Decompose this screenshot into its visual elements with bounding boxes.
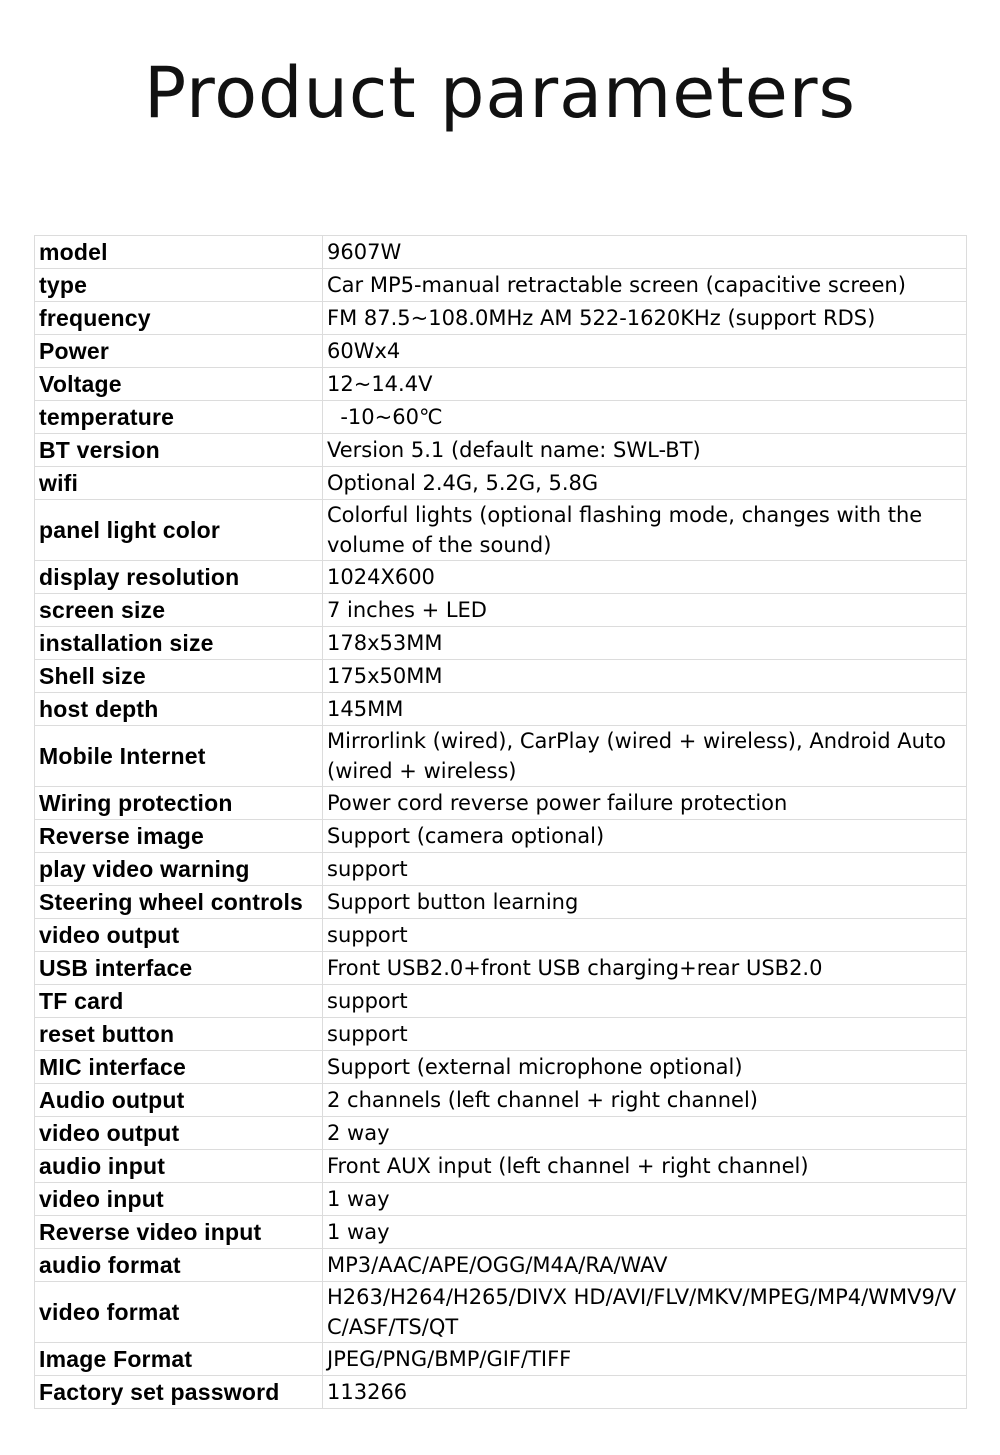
spec-label: screen size (35, 594, 323, 627)
spec-value: Car MP5-manual retractable screen (capacitive screen) (323, 269, 967, 302)
spec-value: Support button learning (323, 886, 967, 919)
table-row (35, 853, 967, 886)
spec-label: panel light color (35, 500, 323, 561)
spec-value: 2 channels (left channel + right channel) (323, 1084, 967, 1117)
spec-value: FM 87.5~108.0MHz AM 522-1620KHz (support RDS) (323, 302, 967, 335)
spec-label: TF card (35, 985, 323, 1018)
spec-label: Mobile Internet (35, 726, 323, 787)
spec-label: Factory set password (35, 1376, 323, 1409)
spec-value: 178x53MM (323, 627, 967, 660)
spec-value: support (323, 985, 967, 1018)
spec-value: Optional 2.4G, 5.2G, 5.8G (323, 467, 967, 500)
table-row (35, 919, 967, 952)
table-row (35, 368, 967, 401)
spec-value: Support (camera optional) (323, 820, 967, 853)
table-row (35, 1216, 967, 1249)
table-row (35, 787, 967, 820)
table-row (35, 1150, 967, 1183)
table-row (35, 952, 967, 985)
spec-value: 9607W (323, 236, 967, 269)
table-row (35, 401, 967, 434)
spec-label: video output (35, 919, 323, 952)
spec-value: Front USB2.0+front USB charging+rear USB2.0 (323, 952, 967, 985)
table-row (35, 726, 967, 787)
spec-label: BT version (35, 434, 323, 467)
table-row (35, 660, 967, 693)
spec-label: host depth (35, 693, 323, 726)
table-row (35, 434, 967, 467)
spec-value: support (323, 853, 967, 886)
spec-label: temperature (35, 401, 323, 434)
spec-label: MIC interface (35, 1051, 323, 1084)
table-row (35, 561, 967, 594)
spec-table (34, 235, 967, 1409)
spec-label: frequency (35, 302, 323, 335)
spec-label: Power (35, 335, 323, 368)
table-row (35, 302, 967, 335)
table-row (35, 1249, 967, 1282)
spec-label: USB interface (35, 952, 323, 985)
spec-value: support (323, 919, 967, 952)
spec-value: 7 inches + LED (323, 594, 967, 627)
spec-value: 60Wx4 (323, 335, 967, 368)
table-row (35, 236, 967, 269)
table-row (35, 467, 967, 500)
table-row (35, 335, 967, 368)
page-title: Product parameters (143, 52, 857, 134)
spec-label: Shell size (35, 660, 323, 693)
table-row (35, 693, 967, 726)
spec-value: Version 5.1 (default name: SWL-BT) (323, 434, 967, 467)
spec-label: Voltage (35, 368, 323, 401)
spec-label: type (35, 269, 323, 302)
spec-label: model (35, 236, 323, 269)
spec-value: JPEG/PNG/BMP/GIF/TIFF (323, 1343, 967, 1376)
table-row (35, 1282, 967, 1343)
table-row (35, 500, 967, 561)
spec-label: audio format (35, 1249, 323, 1282)
spec-value: 145MM (323, 693, 967, 726)
table-row (35, 1018, 967, 1051)
spec-value: support (323, 1018, 967, 1051)
spec-value: Support (external microphone optional) (323, 1051, 967, 1084)
spec-value: Power cord reverse power failure protection (323, 787, 967, 820)
spec-label: installation size (35, 627, 323, 660)
spec-label: Wiring protection (35, 787, 323, 820)
spec-label: Reverse video input (35, 1216, 323, 1249)
spec-value: H263/H264/H265/DIVX HD/AVI/FLV/MKV/MPEG/MP4/WMV9/VC/ASF/TS/QT (323, 1282, 967, 1343)
spec-label: Audio output (35, 1084, 323, 1117)
table-row (35, 594, 967, 627)
spec-label: display resolution (35, 561, 323, 594)
spec-label: audio input (35, 1150, 323, 1183)
spec-value: 1 way (323, 1183, 967, 1216)
spec-value: 12~14.4V (323, 368, 967, 401)
spec-label: Image Format (35, 1343, 323, 1376)
table-row (35, 1183, 967, 1216)
spec-label: Steering wheel controls (35, 886, 323, 919)
table-row (35, 1117, 967, 1150)
spec-value: 113266 (323, 1376, 967, 1409)
spec-value: Mirrorlink (wired), CarPlay (wired + wireless), Android Auto (wired + wireless) (323, 726, 967, 787)
spec-value: 1024X600 (323, 561, 967, 594)
spec-value: 2 way (323, 1117, 967, 1150)
table-row (35, 1051, 967, 1084)
spec-label: play video warning (35, 853, 323, 886)
spec-value: MP3/AAC/APE/OGG/M4A/RA/WAV (323, 1249, 967, 1282)
spec-value: Front AUX input (left channel + right channel) (323, 1150, 967, 1183)
table-row (35, 985, 967, 1018)
spec-label: Reverse image (35, 820, 323, 853)
spec-label: wifi (35, 467, 323, 500)
table-row (35, 886, 967, 919)
table-row (35, 1343, 967, 1376)
spec-label: video format (35, 1282, 323, 1343)
spec-value: 1 way (323, 1216, 967, 1249)
spec-value: -10~60℃ (323, 401, 967, 434)
table-row (35, 269, 967, 302)
spec-label: video output (35, 1117, 323, 1150)
spec-label: reset button (35, 1018, 323, 1051)
spec-label: video input (35, 1183, 323, 1216)
spec-value: 175x50MM (323, 660, 967, 693)
spec-value: Colorful lights (optional flashing mode, changes with the volume of the sound) (323, 500, 967, 561)
table-row (35, 1376, 967, 1409)
table-row (35, 627, 967, 660)
table-row (35, 820, 967, 853)
table-row (35, 1084, 967, 1117)
